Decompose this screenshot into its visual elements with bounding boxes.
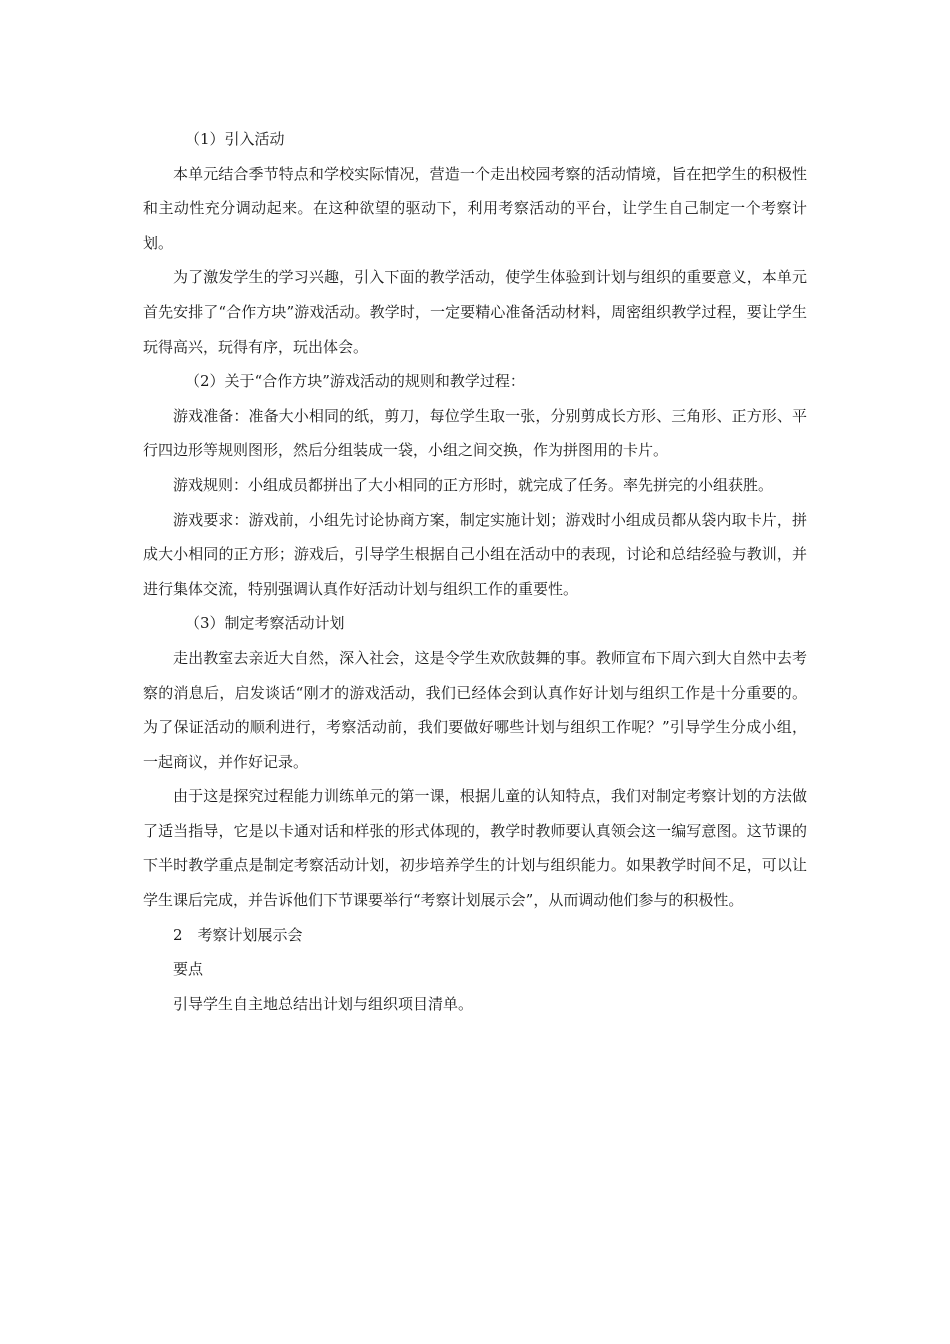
paragraph: 游戏准备：准备大小相同的纸，剪刀，每位学生取一张，分别剪成长方形、三角形、正方形、平行四边形等规则图形，然后分组装成一袋，小组之间交换，作为拼图用的卡片。 — [143, 406, 807, 460]
paragraph: 本单元结合季节特点和学校实际情况，营造一个走出校园考察的活动情境，旨在把学生的积极性和主动性充分调动起来。在这种欲望的驱动下，利用考察活动的平台，让学生自己制定一个考察计划。 — [143, 164, 807, 252]
paragraph: 游戏规则：小组成员都拼出了大小相同的正方形时，就完成了任务。率先拼完的小组获胜。 — [173, 475, 774, 494]
section-heading-main: 2 考察计划展示会 — [173, 925, 303, 944]
section-heading-1: （1）引入活动 — [185, 130, 285, 148]
paragraph: 由于这是探究过程能力训练单元的第一课，根据儿童的认知特点，我们对制定考察计划的方法做了适当指导，它是以卡通对话和样张的形式体现的，教学时教师要认真领会这一编写意图。这节课的下半时教学重点是制定考察活动计划，初步培养学生的计划与组织能力。如果教学时间不足，可以让学生课后完成，并告诉他们下节课要举行“考察计划展示会”，从而调动他们参与的积极性。 — [143, 787, 807, 910]
paragraph: 为了激发学生的学习兴趣，引入下面的教学活动，使学生体验到计划与组织的重要意义，本单元首先安排了“合作方块”游戏活动。教学时，一定要精心准备活动材料，周密组织教学过程，要让学生玩得高兴，玩得有序，玩出体会。 — [143, 268, 807, 356]
document-body — [143, 122, 807, 1021]
paragraph: 游戏要求：游戏前，小组先讨论协商方案，制定实施计划；游戏时小组成员都从袋内取卡片，拼成大小相同的正方形；游戏后，引导学生根据自己小组在活动中的表现，讨论和总结经验与教训，并进行集体交流，特别强调认真作好活动计划与组织工作的重要性。 — [143, 510, 807, 598]
section-heading-3: （3）制定考察活动计划 — [185, 614, 345, 633]
section-heading-2: （2）关于“合作方块”游戏活动的规则和教学过程： — [185, 372, 525, 391]
paragraph: 引导学生自主地总结出计划与组织项目清单。 — [173, 994, 474, 1013]
key-points-label: 要点 — [173, 960, 204, 979]
paragraph: 走出教室去亲近大自然，深入社会，这是令学生欢欣鼓舞的事。教师宣布下周六到大自然中去考察的消息后，启发谈话“刚才的游戏活动，我们已经体会到认真作好计划与组织工作是十分重要的。为了保证活动的顺利进行，考察活动前，我们要做好哪些计划与组织工作呢？”引导学生分成小组，一起商议，并作好记录。 — [143, 648, 807, 771]
